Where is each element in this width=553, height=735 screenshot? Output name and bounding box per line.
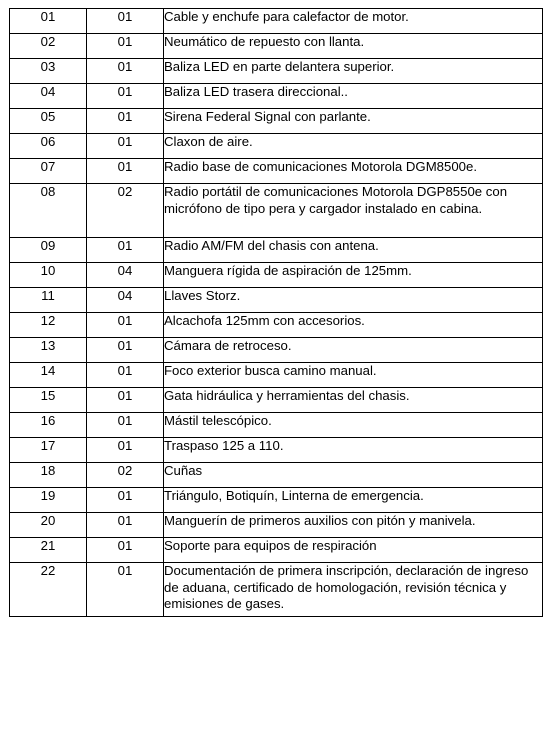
equipment-table-body	[10, 9, 543, 617]
item-description-cell: Neumático de repuesto con llanta.	[164, 34, 543, 59]
item-description-cell: Triángulo, Botiquín, Linterna de emergencia.	[164, 488, 543, 513]
table-row	[10, 84, 543, 109]
table-row	[10, 184, 543, 238]
item-quantity-cell: 01	[87, 34, 164, 59]
table-row	[10, 134, 543, 159]
equipment-table	[9, 8, 543, 617]
table-row	[10, 388, 543, 413]
item-number-cell: 07	[10, 159, 87, 184]
table-row	[10, 34, 543, 59]
item-description-cell: Radio AM/FM del chasis con antena.	[164, 238, 543, 263]
item-description-cell: Manguerín de primeros auxilios con pitón y manivela.	[164, 513, 543, 538]
table-row	[10, 263, 543, 288]
item-description-cell: Radio base de comunicaciones Motorola DGM8500e.	[164, 159, 543, 184]
item-quantity-cell: 02	[87, 463, 164, 488]
item-number-cell: 22	[10, 563, 87, 617]
table-row	[10, 159, 543, 184]
item-description-cell: Radio portátil de comunicaciones Motorola DGP8550e con micrófono de tipo pera y cargador instalado en cabina.	[164, 184, 543, 238]
item-quantity-cell: 01	[87, 109, 164, 134]
item-number-cell: 17	[10, 438, 87, 463]
item-number-cell: 16	[10, 413, 87, 438]
item-number-cell: 20	[10, 513, 87, 538]
item-number-cell: 12	[10, 313, 87, 338]
table-row	[10, 563, 543, 617]
item-number-cell: 15	[10, 388, 87, 413]
item-description-cell: Cable y enchufe para calefactor de motor.	[164, 9, 543, 34]
item-number-cell: 06	[10, 134, 87, 159]
item-number-cell: 21	[10, 538, 87, 563]
item-quantity-cell: 04	[87, 288, 164, 313]
item-quantity-cell: 01	[87, 159, 164, 184]
table-row	[10, 513, 543, 538]
item-number-cell: 09	[10, 238, 87, 263]
table-row	[10, 538, 543, 563]
table-row	[10, 59, 543, 84]
item-description-cell: Baliza LED en parte delantera superior.	[164, 59, 543, 84]
item-number-cell: 03	[10, 59, 87, 84]
item-description-cell: Cámara de retroceso.	[164, 338, 543, 363]
item-number-cell: 10	[10, 263, 87, 288]
item-description-cell: Llaves Storz.	[164, 288, 543, 313]
table-row	[10, 413, 543, 438]
item-number-cell: 04	[10, 84, 87, 109]
item-quantity-cell: 01	[87, 538, 164, 563]
item-number-cell: 18	[10, 463, 87, 488]
item-quantity-cell: 02	[87, 184, 164, 238]
item-number-cell: 05	[10, 109, 87, 134]
item-quantity-cell: 01	[87, 84, 164, 109]
item-quantity-cell: 01	[87, 563, 164, 617]
table-row	[10, 363, 543, 388]
table-row	[10, 109, 543, 134]
item-description-cell: Mástil telescópico.	[164, 413, 543, 438]
item-number-cell: 08	[10, 184, 87, 238]
item-quantity-cell: 01	[87, 338, 164, 363]
item-quantity-cell: 01	[87, 313, 164, 338]
item-quantity-cell: 01	[87, 488, 164, 513]
item-description-cell: Cuñas	[164, 463, 543, 488]
table-row	[10, 463, 543, 488]
item-number-cell: 14	[10, 363, 87, 388]
item-number-cell: 11	[10, 288, 87, 313]
item-description-cell: Sirena Federal Signal con parlante.	[164, 109, 543, 134]
item-description-cell: Alcachofa 125mm con accesorios.	[164, 313, 543, 338]
item-quantity-cell: 01	[87, 363, 164, 388]
table-row	[10, 338, 543, 363]
item-description-cell: Documentación de primera inscripción, declaración de ingreso de aduana, certificado de homologación, revisión técnica y emisiones de gases.	[164, 563, 543, 617]
item-quantity-cell: 01	[87, 413, 164, 438]
item-quantity-cell: 01	[87, 9, 164, 34]
table-row	[10, 313, 543, 338]
table-row	[10, 488, 543, 513]
table-row	[10, 438, 543, 463]
item-quantity-cell: 01	[87, 513, 164, 538]
item-description-cell: Soporte para equipos de respiración	[164, 538, 543, 563]
item-number-cell: 02	[10, 34, 87, 59]
item-quantity-cell: 01	[87, 438, 164, 463]
table-row	[10, 238, 543, 263]
item-description-cell: Traspaso 125 a 110.	[164, 438, 543, 463]
item-number-cell: 13	[10, 338, 87, 363]
item-number-cell: 19	[10, 488, 87, 513]
item-number-cell: 01	[10, 9, 87, 34]
item-description-cell: Claxon de aire.	[164, 134, 543, 159]
item-description-cell: Baliza LED trasera direccional..	[164, 84, 543, 109]
item-quantity-cell: 01	[87, 238, 164, 263]
item-quantity-cell: 04	[87, 263, 164, 288]
item-description-cell: Foco exterior busca camino manual.	[164, 363, 543, 388]
item-quantity-cell: 01	[87, 59, 164, 84]
item-quantity-cell: 01	[87, 388, 164, 413]
item-quantity-cell: 01	[87, 134, 164, 159]
table-row	[10, 9, 543, 34]
table-row	[10, 288, 543, 313]
item-description-cell: Manguera rígida de aspiración de 125mm.	[164, 263, 543, 288]
item-description-cell: Gata hidráulica y herramientas del chasis.	[164, 388, 543, 413]
